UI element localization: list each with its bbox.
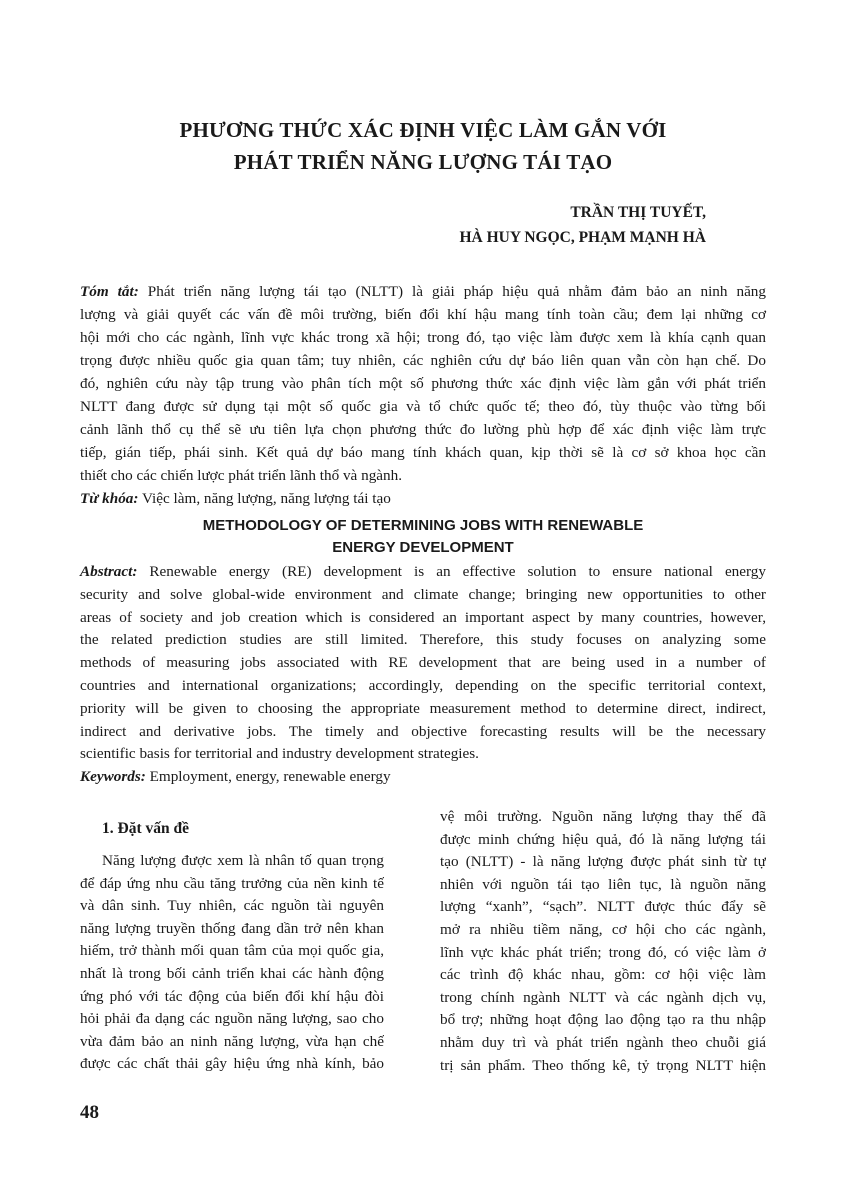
abstract-line: trọng được nhiều quốc gia quan tâm; tuy nhiên, các nghiên cứu dự báo liên quan vẫn còn hạn chế. Do [80, 352, 766, 369]
keywords-value: Employment, energy, renewable energy [145, 768, 391, 786]
page-number: 48 [80, 1102, 99, 1123]
abstract-label: Tóm tắt: [80, 283, 139, 300]
abstract-line: priority will be given to choosing the appropriate measurement method to determine direct, indirect, [80, 699, 766, 717]
abstract-line: indirect and derivative jobs. The timely and objective forecasting results will be the necessary [80, 722, 766, 740]
keywords-line [80, 487, 766, 510]
body-line: hỏi phải đa dạng các nguồn năng lượng, sao cho [80, 1010, 384, 1028]
body-line: bổ trợ; những hoạt động lao động tạo ra thu nhập [440, 1011, 766, 1029]
authors-line-2: HÀ HUY NGỌC, PHẠM MẠNH HÀ [459, 229, 706, 246]
body-line: được các chất thải gây hiệu ứng nhà kính, bảo [80, 1055, 384, 1073]
abstract-line: security and solve global-wide environment and climate change; bringing new opportunities to other [80, 585, 766, 603]
vietnamese-abstract [80, 280, 766, 510]
body-line: và dân sinh. Tuy nhiên, các nguồn tài nguyên [80, 897, 384, 915]
body-line: được minh chứng hiệu quả, đó là năng lượng tái [440, 830, 766, 848]
abstract-line: Abstract: Renewable energy (RE) development is an effective solution to ensure national energy [80, 563, 766, 580]
abstract-line: methods of measuring jobs associated with RE development that are being used in a number of [80, 654, 766, 672]
authors-line-1: TRẦN THỊ TUYẾT, [570, 204, 706, 221]
english-abstract [80, 561, 766, 789]
body-line: ứng phó với tác động của biến đổi khí hậu đòi [80, 987, 384, 1005]
body-column-left [80, 850, 384, 1076]
body-line: vừa đảm bảo an ninh năng lượng, vừa hạn chế [80, 1032, 384, 1050]
abstract-line: lượng và giải quyết các vấn đề môi trường, biến đổi khí hậu mang tính toàn cầu; đem lại những cơ [80, 306, 766, 323]
article-title-line-2: PHÁT TRIỂN NĂNG LƯỢNG TÁI TẠO [233, 150, 613, 174]
abstract-label: Abstract: [80, 563, 138, 580]
body-line: trong chính ngành NLTT và các ngành dịch vụ, [440, 988, 766, 1006]
abstract-line: NLTT đang được sử dụng tại một số quốc gia và tổ chức quốc tế; theo đó, tùy thuộc vào từng bối [80, 398, 766, 415]
keywords-label: Từ khóa: [80, 490, 139, 507]
abstract-line: cảnh lãnh thổ cụ thể sẽ ưu tiên lựa chọn phương thức đo lường phù hợp để xác định việc làm trực [80, 421, 766, 438]
keywords-value: Việc làm, năng lượng, năng lượng tái tạo [138, 490, 391, 507]
body-column-right [440, 806, 766, 1077]
body-line: mở ra nhiều tiềm năng, cơ hội cho các ngành, [440, 920, 766, 938]
english-title-line-2: ENERGY DEVELOPMENT [332, 539, 514, 556]
body-line: để đáp ứng nhu cầu tăng trưởng của nền kinh tế [80, 874, 384, 892]
abstract-line: the related prediction studies are still limited. Therefore, this study focuses on analyzing some [80, 631, 766, 649]
abstract-line: Tóm tắt: Phát triển năng lượng tái tạo (NLTT) là giải pháp hiệu quả nhằm đảm bảo an ninh năng [80, 283, 766, 300]
english-title-line-1: METHODOLOGY OF DETERMINING JOBS WITH RENEWABLE [202, 517, 644, 534]
body-line: các trình độ khác nhau, gồm: cơ hội việc làm [440, 966, 766, 984]
body-line: nhiên với nguồn tái tạo liên tục, là nguồn năng [440, 875, 766, 893]
article-title-line-1: PHƯƠNG THỨC XÁC ĐỊNH VIỆC LÀM GẮN VỚI [179, 118, 667, 142]
body-line: lĩnh vực khác phát triển; trong đó, có việc làm ở [440, 943, 766, 961]
abstract-line: hội mới cho các ngành, lĩnh vực khác trong xã hội; trong đó, tạo việc làm được xem là khía cạnh quan [80, 329, 766, 346]
keywords-label: Keywords: [80, 768, 146, 786]
abstract-line: thiết cho các chiến lược phát triển lãnh thổ và ngành. [80, 467, 403, 484]
body-line: trị sản phẩm. Theo thống kê, tỷ trọng NLTT hiện [440, 1056, 766, 1074]
abstract-line: đó, nghiên cứu này tập trung vào phân tích một số phương thức xác định việc làm gắn với phát triển [80, 375, 766, 392]
keywords-line [80, 766, 766, 789]
abstract-line: tiếp, gián tiếp, phái sinh. Kết quả dự báo mang tính khách quan, kịp thời sẽ là cơ sở khoa học cần [80, 444, 766, 461]
body-line: nhất là trong bối cảnh triển khai các hành động [80, 964, 384, 982]
body-line: tạo (NLTT) - là năng lượng được phát sinh từ tự [440, 853, 766, 871]
abstract-line: scientific basis for territorial and industry development strategies. [80, 745, 479, 763]
body-line: hiếm, trở thành mối quan tâm của mọi quốc gia, [80, 942, 384, 960]
section-heading: 1. Đặt vấn đề [102, 820, 189, 837]
body-line: nhằm duy trì và phát triển ngành theo chuỗi giá [440, 1033, 766, 1051]
english-title [80, 515, 766, 559]
body-line: lượng “xanh”, “sạch”. NLTT được thúc đẩy sẽ [440, 898, 766, 916]
abstract-line: areas of society and job creation which is considered an important aspect by many countries, however, [80, 608, 766, 626]
article-title [80, 114, 766, 178]
abstract-line: countries and international organizations; accordingly, depending on the specific territorial context, [80, 676, 766, 694]
authors [380, 200, 706, 250]
body-line: vệ môi trường. Nguồn năng lượng thay thế đã [440, 808, 766, 825]
body-line: năng lượng truyền thống đang dần trở nên khan [80, 919, 384, 937]
body-line: Năng lượng được xem là nhân tố quan trọng [102, 852, 384, 869]
